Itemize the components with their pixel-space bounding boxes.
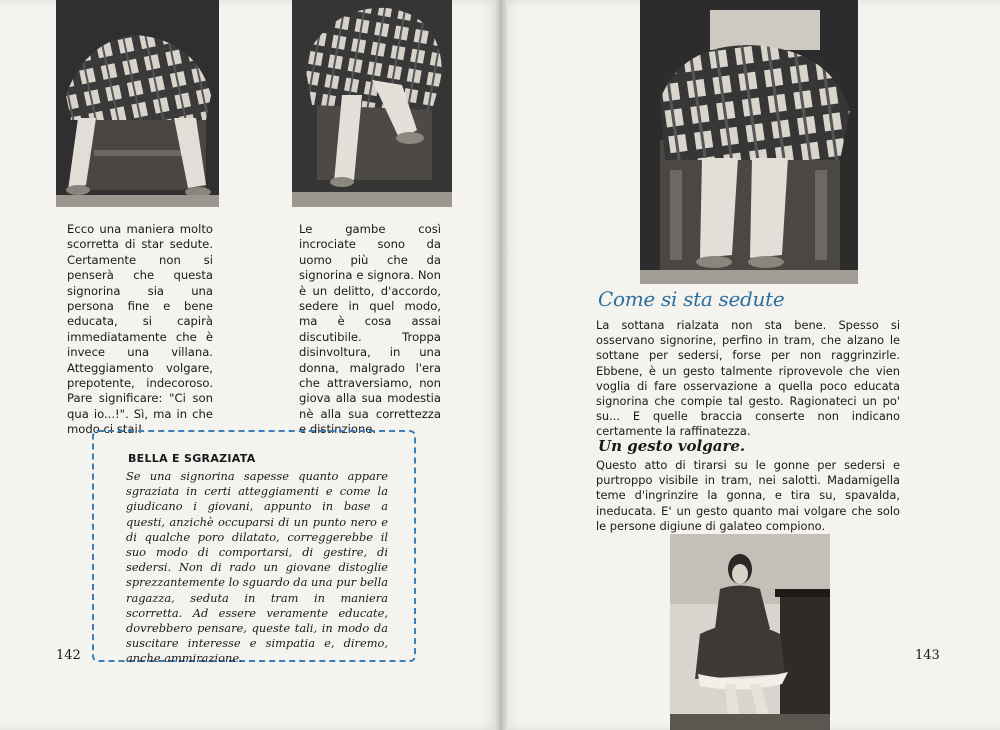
- box-body-text: Se una signorina sapesse quanto appare sgraziata in certi atteggiamenti e come la giudicano i giovani, appunto in base a questi, anzichè occuparsi di un punto nero e di qualche poro dilatato, correggerebbe il suo modo di comportarsi, di gestire, di sedersi. Non di rado un giovane distoglie sprezzantemente lo sguardo da una pur bella ragazza, seduta in tram in maniera scorretta. Ad essere veramente educate, dovrebbero pensare, queste tali, in modo da suscitare interesse e simpatia e, diremo, anche ammirazione.: [126, 469, 388, 666]
- book-gutter: [494, 0, 508, 730]
- paragraph-2-text: Questo atto di tirarsi su le gonne per sedersi e purtroppo visibile in tram, nei salotti. Madamigella teme d'ingrinzire la gonna, e tira su, spavalda, ineducata. E' un gesto quanto mai volgare che solo le persone digiune di galateo compiono.: [596, 458, 900, 533]
- photo-woman-seated-plaid-skirt: [640, 0, 858, 284]
- caption-text-1: Ecco una maniera molto scorretta di star sedute. Certamente non si penserà che questa signorina sia una persona fine e bene educata, si capirà immediatamente che è invece una villana. Atteggiamento volgare, prepotente, indecoroso. Pare significare: "Ci son qua io...!". Sì, ma in che modo ci stai!: [67, 222, 213, 437]
- paragraph-vulgar-gesture: [596, 458, 900, 534]
- paragraph-raised-skirt: [596, 318, 900, 440]
- caption-crossed-legs: [299, 222, 441, 438]
- page-number-left: 142: [56, 648, 81, 663]
- caption-text-2: Le gambe così incrociate sono da uomo più che da signorina e signora. Non è un delitto, d'accordo, sedere in quel modo, ma è cosa assai discutibile. Troppa disinvoltura, in una donna, malgrado l'era che attraversiamo, non giova alla sua modestia nè alla sua correttezza e distinzione.: [299, 222, 441, 437]
- section-title: Come si sta sedute: [598, 287, 785, 311]
- photo-woman-legs-crossed: [292, 0, 452, 207]
- photo-woman-seated-skirt-lifted: [56, 0, 219, 207]
- box-title: BELLA E SGRAZIATA: [128, 452, 256, 465]
- paragraph-1-text: La sottana rialzata non sta bene. Spesso si osservano signorine, perfino in tram, che alzano le sottane per sedersi, forse per non raggrinzirle. Ebbene, è un gesto talmente riprovevole che vien voglia di fare osservazione a quella poco educata signorina che compie tal gesto. Ragionateci un po' su... E quelle braccia conserte non indicano certamente la raffinatezza.: [596, 318, 900, 439]
- photo-woman-lifting-skirt-at-desk: [670, 534, 830, 730]
- subhead-vulgar-gesture: Un gesto volgare.: [598, 437, 746, 455]
- caption-wrong-sitting: [67, 222, 213, 438]
- page-number-right: 143: [915, 648, 940, 663]
